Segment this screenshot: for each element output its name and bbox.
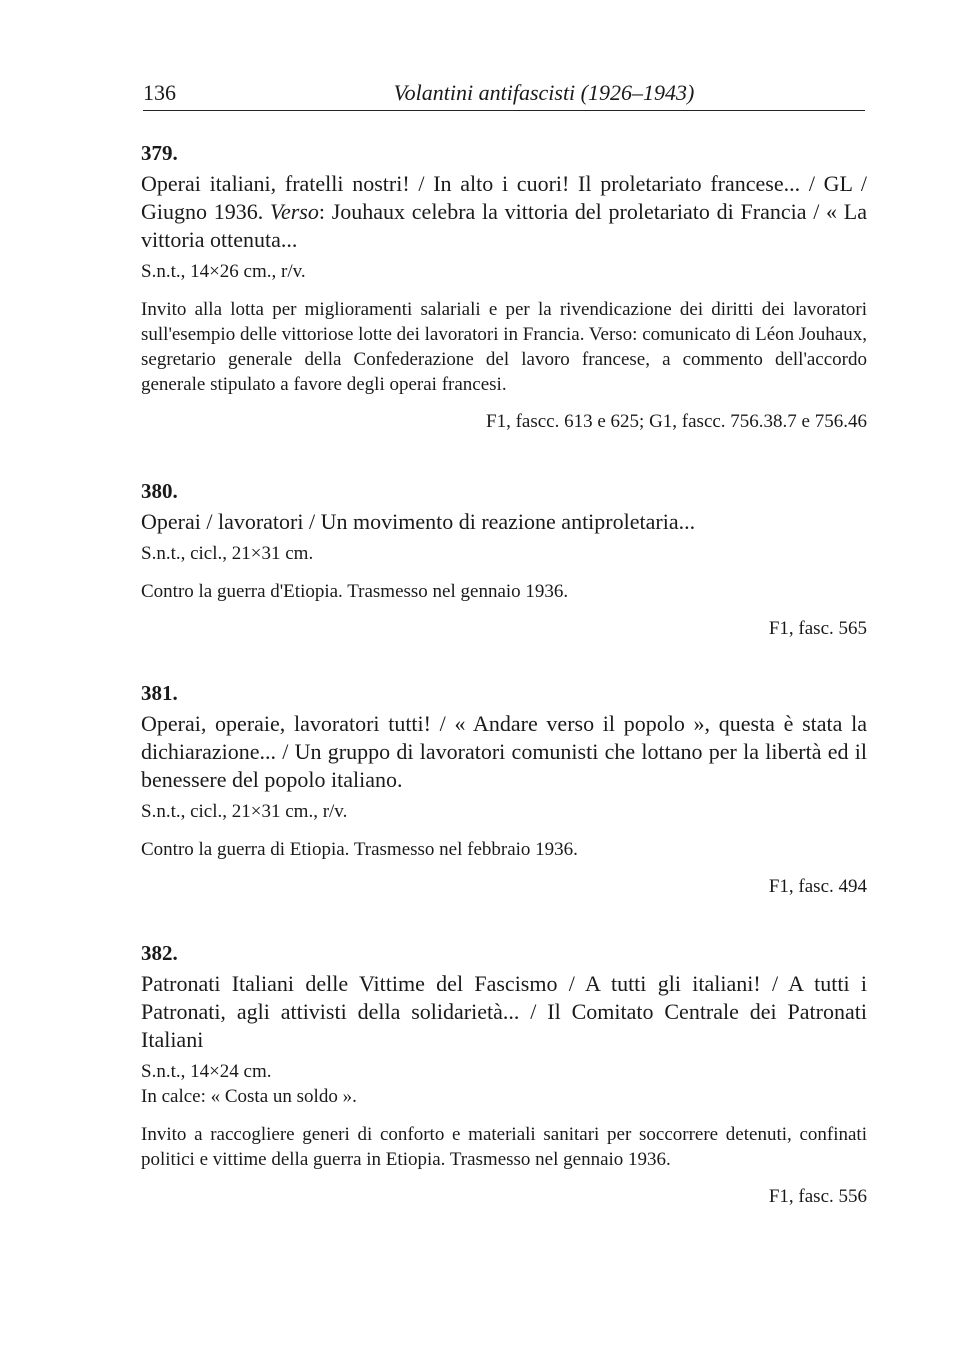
catalog-entry-380: [141, 478, 867, 641]
entry-physical-description: S.n.t., 14×24 cm.: [141, 1061, 272, 1082]
entry-title: Operai / lavoratori / Un movimento di reazione antiproletaria...: [141, 509, 696, 534]
entry-number: 382.: [141, 941, 178, 965]
verso-label: Verso: [269, 199, 319, 224]
entry-physical-description: S.n.t., cicl., 21×31 cm., r/v.: [141, 801, 348, 822]
entry-title-part: : Jouhaux celebra la vittoria del proletariato di Francia / « La vittoria ottenuta...: [141, 199, 868, 252]
entry-archive-reference: F1, fasc. 556: [768, 1186, 867, 1207]
running-title: Volantini antifascisti (1926–1943): [393, 80, 695, 105]
entry-number: 380.: [141, 479, 178, 503]
page-header: [143, 80, 865, 111]
entry-title: [141, 170, 867, 254]
catalog-entry-381: [141, 680, 867, 899]
entry-physical-description: S.n.t., 14×26 cm., r/v.: [141, 261, 306, 282]
entry-physical-description: S.n.t., cicl., 21×31 cm.: [141, 543, 314, 564]
page-number: 136: [143, 80, 176, 105]
entry-title: Operai, operaie, lavoratori tutti! / « Andare verso il popolo », questa è stata la dichiarazione... / Un gruppo di lavoratori comunisti che lottano per la libertà ed il benessere del popolo italiano.: [141, 711, 867, 792]
entry-title: Patronati Italiani delle Vittime del Fascismo / A tutti gli italiani! / A tutti i Patronati, agli attivisti della solidarietà... / Il Comitato Centrale dei Patronati Italiani: [141, 971, 867, 1052]
entry-description: Invito a raccogliere generi di conforto e materiali sanitari per soccorrere detenuti, confinati politici e vittime della guerra in Etiopia. Trasmesso nel gennaio 1936.: [141, 1124, 867, 1170]
entry-archive-reference: F1, fasc. 565: [768, 618, 867, 639]
catalog-entry-382: [141, 940, 867, 1209]
entry-number: 381.: [141, 681, 178, 705]
entry-description: Contro la guerra di Etiopia. Trasmesso nel febbraio 1936.: [141, 839, 578, 860]
catalog-entry-379: [141, 140, 867, 434]
entry-number: 379.: [141, 141, 178, 165]
entry-title-part: Operai italiani, fratelli nostri! / In alto i cuori! Il proletariato francese... / GL / Giugno 1936.: [141, 171, 867, 224]
entry-description: Invito alla lotta per miglioramenti salariali e per la rivendicazione dei diritti dei lavoratori sull'esempio delle vittoriose lotte dei lavoratori in Francia. Verso: comunicato di Léon Jouhaux, segretario generale della Confederazione del lavoro francese, a commento dell'accordo generale stipulato a favore degli operai francesi.: [141, 299, 867, 395]
entry-description: Contro la guerra d'Etiopia. Trasmesso nel gennaio 1936.: [141, 581, 569, 602]
entry-archive-reference: F1, fasc. 494: [768, 876, 867, 897]
entry-archive-reference: F1, fascc. 613 e 625; G1, fascc. 756.38.7 e 756.46: [486, 411, 867, 432]
entry-footer-note: In calce: « Costa un soldo ».: [141, 1086, 357, 1107]
